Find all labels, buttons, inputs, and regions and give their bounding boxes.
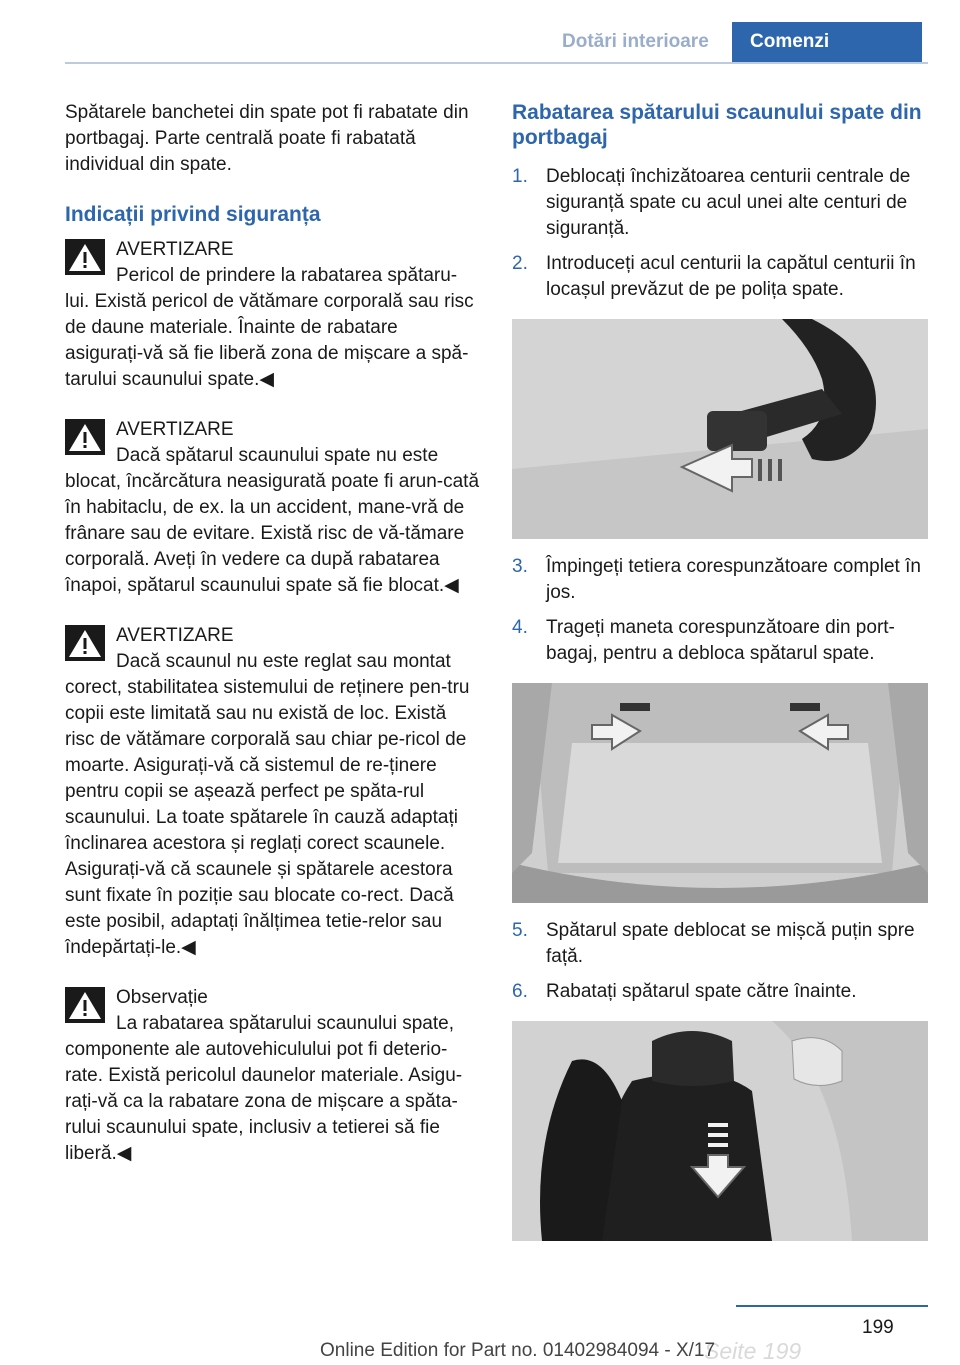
step-number: 6. [512,981,528,1002]
warning-triangle-icon [65,419,105,455]
steps-list-c [512,918,928,1005]
step-number: 3. [512,556,528,577]
step-text: Spătarul spate deblocat se mișcă puțin spre față. [546,920,915,967]
note-text [65,1011,480,1167]
steps-list-b [512,554,928,667]
step-text: Împingeți tetiera corespunzătoare complet în jos. [546,556,921,603]
tab-dotari-interioare[interactable]: Dotări interioare [562,31,709,52]
trunk-illustration [512,683,928,903]
warning-text [65,649,480,961]
warning-text [65,263,480,393]
warning-block-3 [65,623,480,961]
step-number: 5. [512,920,528,941]
step-item [512,554,928,606]
step-text: Trageți maneta corespunzătoare din port‐bagaj, pentru a debloca spătarul spate. [546,617,895,664]
note-text-rest: componente ale autovehiculului pot fi deterio‐rate. Există pericolul daunelor materiale. Asigu‐rați-vă ca la rabatare zona de mișcare a spăta‐rului scaunului spate, inclusiv a tetierei să fie liberă.◀ [65,1039,463,1164]
warning-title: AVERTIZARE [116,625,234,646]
step-number: 4. [512,617,528,638]
note-text-lead: La rabatarea spătarului scaunului spate, [116,1013,455,1034]
tab-comenzi[interactable]: Comenzi [732,22,922,62]
step-number: 1. [512,166,528,187]
warning-text-rest: blocat, încărcătura neasigurată poate fi arun‐cată în habitaclu, de ex. la un accident, mane‐vră de frânare sau de evitare. Există risc de vă‐tămare corporală. Aveți în vedere ca după rabatarea înapoi, spătarul scaunului spate să fie blocat.◀ [65,471,480,596]
edition-footer: Online Edition for Part no. 01402984094 - X/17 [320,1340,716,1361]
step-text: Deblocați închizătoarea centurii centrale de siguranță spate cu acul unei alte centuri de siguranță. [546,166,911,239]
footer-divider [736,1305,928,1307]
note-block [65,985,480,1167]
warning-triangle-icon [65,239,105,275]
safety-heading: Indicații privind siguranța [65,203,321,226]
warning-text-rest: lui. Există pericol de vătămare corporală sau risc de daune materiale. Înainte de rabatare asigurați-vă să fie liberă zona de mișcare a spă‐tarului scaunului spate.◀ [65,291,474,390]
step-item [512,615,928,667]
steps-list-a [512,164,928,303]
note-title: Observație [116,987,208,1008]
warning-title: AVERTIZARE [116,419,234,440]
step-item [512,164,928,242]
seatbelt-illustration [512,319,928,539]
warning-block-2 [65,417,480,599]
step-text: Rabatați spătarul spate către înainte. [546,981,857,1002]
step-item [512,251,928,303]
watermark: Seite 199 [704,1338,802,1364]
step-number: 2. [512,253,528,274]
page-number: 199 [862,1317,894,1338]
left-column [65,100,480,1191]
chapter-tabs [548,22,922,62]
seat-fold-illustration [512,1021,928,1241]
warning-triangle-icon [65,987,105,1023]
warning-block-1 [65,237,480,393]
intro-paragraph: Spătarele banchetei din spate pot fi rabatate din portbagaj. Parte centrală poate fi rabatată individual din spate. [65,102,469,175]
warning-text-lead: Dacă spătarul scaunului spate nu este [116,445,439,466]
header-divider [65,62,928,64]
step-item [512,918,928,970]
step-text: Introduceți acul centurii la capătul centurii în locașul prevăzut de pe polița spate. [546,253,916,300]
right-column [512,100,928,1256]
warning-text-lead: Dacă scaunul nu este reglat sau montat [116,651,451,672]
warning-text-lead: Pericol de prindere la rabatarea spătaru‐ [116,265,458,286]
warning-title: AVERTIZARE [116,239,234,260]
step-item [512,979,928,1005]
warning-text [65,443,480,599]
warning-triangle-icon [65,625,105,661]
warning-text-rest: corect, stabilitatea sistemului de reținere pen‐tru copii este limitată sau nu există de loc. Există risc de vătămare corporală sau chiar pe‐ricol de moarte. Asigurați-vă că sistemul de re‐ținere pentru copii se așează perfect pe spăta‐rul scaunului. La toate spătarele în cauză adaptați înclinarea acestora și reglați corect scaunele. Asigurați-vă că scaunele și spătarele acestora sunt fixate în poziție sau blocate co‐rect. Dacă este posibil, adaptați înălțimea tetie‐relor sau îndepărtați-le.◀ [65,677,470,958]
section-heading: Rabatarea spătarului scaunului spate din portbagaj [512,101,922,149]
